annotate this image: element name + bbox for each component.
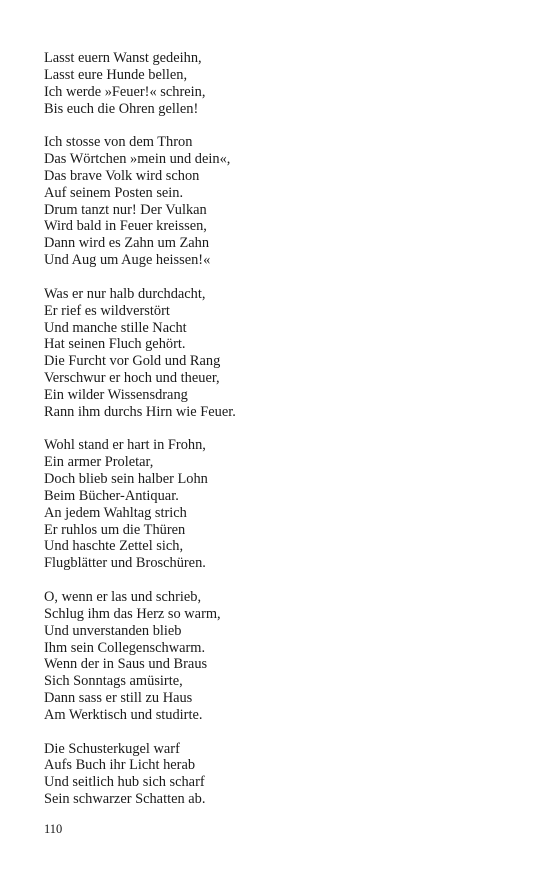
- verse-line: Ich stosse von dem Thron: [44, 134, 193, 151]
- stanza-1: [44, 50, 524, 117]
- verse-line: Beim Bücher-Antiquar.: [44, 487, 179, 504]
- verse-line: Flugblätter und Broschüren.: [44, 555, 206, 572]
- verse-line: Wird bald in Feuer kreissen,: [44, 218, 207, 235]
- verse-line: Lasst eure Hunde bellen,: [44, 66, 188, 83]
- verse-line: O, wenn er las und schrieb,: [44, 589, 202, 605]
- stanza-3: [44, 286, 524, 421]
- verse-line: Auf seinem Posten sein.: [44, 184, 184, 201]
- verse-line: Und haschte Zettel sich,: [44, 538, 184, 555]
- verse-line: Und manche stille Nacht: [44, 319, 187, 336]
- verse-line: Sich Sonntags amüsirte,: [44, 673, 183, 690]
- verse-line: Aufs Buch ihr Licht herab: [44, 757, 196, 774]
- verse-line: Und Aug um Auge heissen!«: [44, 252, 211, 269]
- verse-line: Er rief es wildverstört: [44, 302, 170, 319]
- verse-line: Schlug ihm das Herz so warm,: [44, 605, 221, 622]
- verse-line: Dann wird es Zahn um Zahn: [44, 235, 210, 252]
- verse-line: Er ruhlos um die Thüren: [44, 521, 186, 538]
- verse-line: Sein schwarzer Schatten ab.: [44, 791, 206, 808]
- verse-line: An jedem Wahltag strich: [44, 504, 187, 521]
- verse-line: Bis euch die Ohren gellen!: [44, 100, 199, 117]
- verse-line: Doch blieb sein halber Lohn: [44, 471, 208, 488]
- verse-line: Das Wörtchen »mein und dein«,: [44, 151, 231, 168]
- verse-line: Ein wilder Wissensdrang: [44, 386, 188, 403]
- verse-line: Dann sass er still zu Haus: [44, 690, 193, 707]
- stanza-6: [44, 741, 524, 808]
- verse-line: Verschwur er hoch und theuer,: [44, 370, 220, 387]
- verse-line: Ein armer Proletar,: [44, 454, 154, 471]
- verse-line: Ich werde »Feuer!« schrein,: [44, 83, 206, 100]
- verse-line: Die Schusterkugel warf: [44, 740, 180, 757]
- verse-line: Ihm sein Collegenschwarm.: [44, 639, 206, 656]
- stanza-2: [44, 134, 524, 269]
- verse-line: Das brave Volk wird schon: [44, 167, 200, 184]
- verse-line: Was er nur halb durchdacht,: [44, 285, 206, 302]
- verse-line: Hat seinen Fluch gehört.: [44, 336, 186, 353]
- stanza-5: [44, 589, 524, 724]
- verse-line: Und seitlich hub sich scharf: [44, 774, 205, 791]
- stanza-4: [44, 437, 524, 572]
- verse-line: Am Werktisch und studirte.: [44, 706, 203, 723]
- verse-line: Drum tanzt nur! Der Vulkan: [44, 201, 207, 218]
- verse-line: Wohl stand er hart in Frohn,: [44, 437, 206, 454]
- verse-line: Rann ihm durchs Hirn wie Feuer.: [44, 403, 236, 420]
- verse-line: Wenn der in Saus und Braus: [44, 656, 208, 673]
- verse-line: Die Furcht vor Gold und Rang: [44, 353, 221, 370]
- verse-line: Lasst euern Wanst gedeihn,: [44, 50, 202, 66]
- page-number: 110: [44, 822, 63, 836]
- verse-line: Und unverstanden blieb: [44, 622, 182, 639]
- poem-body: [44, 50, 524, 808]
